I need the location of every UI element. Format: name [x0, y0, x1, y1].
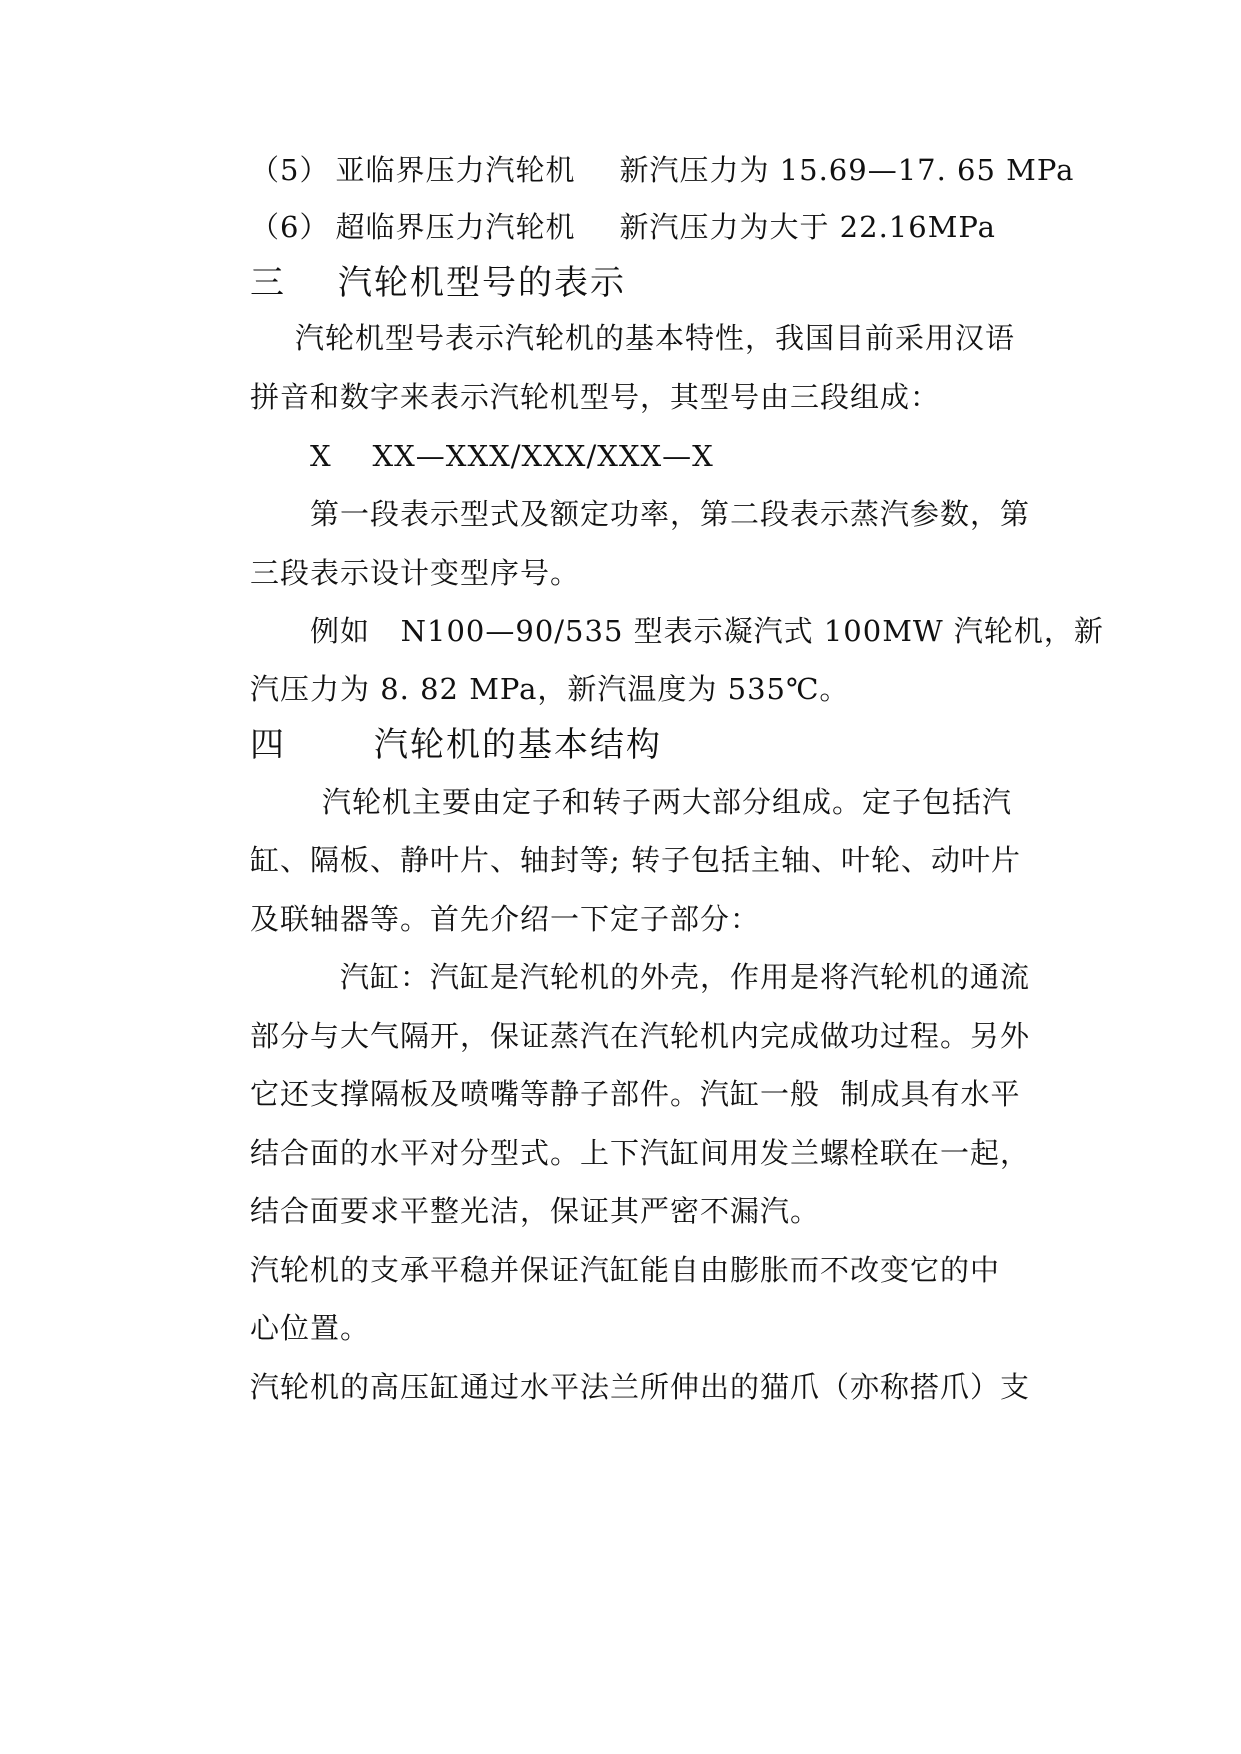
section-number: 三: [250, 263, 286, 303]
paragraph-line: 第一段表示型式及额定功率，第二段表示蒸汽参数，第: [310, 497, 1031, 531]
list-item-6: [250, 207, 1070, 247]
list-desc: 新汽压力为大于 22.16MPa: [619, 210, 996, 244]
section-title: 汽轮机型号的表示: [338, 263, 626, 303]
section-title: 汽轮机的基本结构: [374, 725, 662, 765]
list-number: （5）: [250, 153, 330, 187]
paragraph-line: 汽轮机主要由定子和转子两大部分组成。定子包括汽: [322, 785, 1013, 819]
paragraph-line: 结合面要求平整光洁，保证其严密不漏汽。: [250, 1194, 821, 1228]
section-4-heading: [250, 722, 1070, 768]
paragraph-line: 汽缸：汽缸是汽轮机的外壳，作用是将汽轮机的通流: [340, 960, 1031, 994]
list-name: 超临界压力汽轮机: [335, 210, 576, 244]
paragraph-line: 例如 N100—90/535 型表示凝汽式 100MW 汽轮机，新: [310, 614, 1104, 648]
list-name: 亚临界压力汽轮机: [335, 153, 576, 187]
list-item-5: [250, 150, 1075, 190]
paragraph-line: 汽轮机的支承平稳并保证汽缸能自由膨胀而不改变它的中: [250, 1253, 1001, 1287]
paragraph-line: 拼音和数字来表示汽轮机型号，其型号由三段组成：: [250, 380, 941, 414]
paragraph-line: 结合面的水平对分型式。上下汽缸间用发兰螺栓联在一起，: [250, 1136, 1031, 1170]
list-desc: 新汽压力为 15.69—17. 65 MPa: [619, 153, 1075, 187]
paragraph-line: 汽轮机的高压缸通过水平法兰所伸出的猫爪（亦称搭爪）支: [250, 1370, 1031, 1404]
paragraph-line: 汽压力为 8. 82 MPa，新汽温度为 535℃。: [250, 672, 850, 706]
paragraph-line: 部分与大气隔开，保证蒸汽在汽轮机内完成做功过程。另外: [250, 1019, 1031, 1053]
paragraph-line: 它还支撑隔板及喷嘴等静子部件。汽缸一般 制成具有水平: [250, 1077, 1021, 1111]
section-number: 四: [250, 725, 286, 765]
list-number: （6）: [250, 210, 330, 244]
paragraph-line: 缸、隔板、静叶片、轴封等; 转子包括主轴、叶轮、动叶片: [250, 843, 1021, 877]
section-3-heading: [250, 260, 1070, 306]
model-format: X XX—XXX/XXX/XXX—X: [310, 439, 714, 473]
paragraph-line: 汽轮机型号表示汽轮机的基本特性，我国目前采用汉语: [295, 321, 1016, 355]
paragraph-line: 心位置。: [250, 1311, 371, 1345]
paragraph-line: 及联轴器等。首先介绍一下定子部分：: [250, 902, 761, 936]
paragraph-line: 三段表示设计变型序号。: [250, 556, 581, 590]
